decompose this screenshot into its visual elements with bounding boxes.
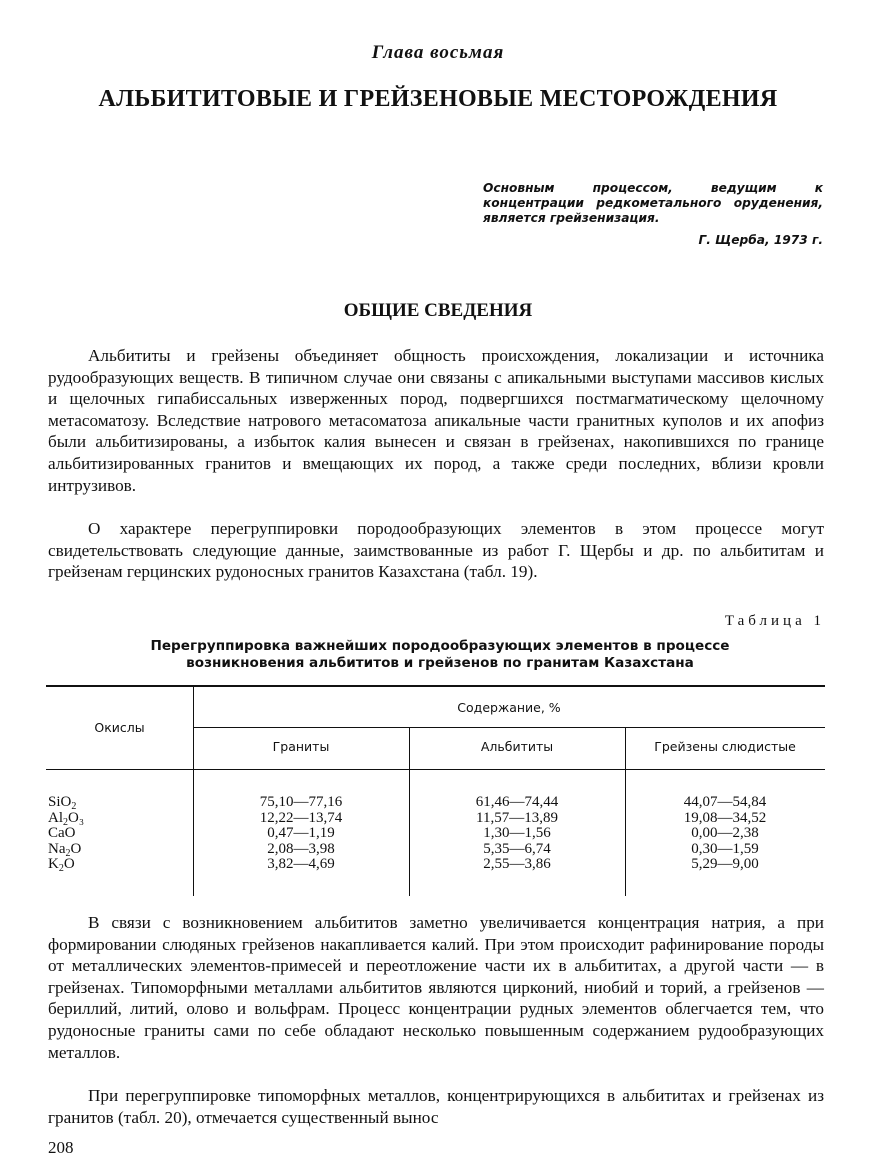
paragraph-1: Альбититы и грейзены объединяет общность происхождения, локализации и источника рудообразующих веществ. В типичном случае они связаны с апикальными выступами массивов кислых и щелочных гипабиссальных изверженных пород, подвергшихся постмагматическому щелочному метасоматозу. Вследствие натрового метасоматоза апикальные части гранитных куполов и их апофиз были альбитизированы, а избыток калия вынесен и связан в грейзенах, накопившихся по границе альбитизированных гранитов и вмещающих их пород, а также среди последних, вблизи кровли интрузивов.: [48, 346, 824, 495]
table-head-albitites: Альбититы: [480, 739, 554, 754]
oxide-formula: Na: [48, 840, 66, 857]
table-row-oxide: [48, 811, 188, 827]
table-cell-greisens: 44,07—54,84: [683, 794, 767, 810]
table-head-content: Содержание, %: [457, 700, 561, 715]
table-cell-granites: 75,10—77,16: [259, 794, 343, 810]
table-cell-albitites: 5,35—6,74: [483, 840, 551, 857]
table-top-rule: [46, 685, 825, 687]
paragraph-4: При перегруппировке типоморфных металлов, концентрирующихся в альбититах и грейзенах из гранитов (табл. 20), отмечается существенный вынос: [48, 1086, 824, 1127]
chapter-heading: Глава восьмая: [371, 42, 505, 63]
table-column-oxides: [48, 795, 188, 873]
oxide-formula: Al: [48, 809, 63, 826]
table-cell-albitites: 61,46—74,44: [475, 794, 559, 810]
oxide-formula-tail: O₃: [68, 809, 85, 826]
table-cell-granites: 12,22—13,74: [259, 809, 343, 826]
paragraph-3: В связи с возникновением альбититов заметно увеличивается концентрация натрия, а при формировании слюдяных грейзенов накапливается калий. При этом происходит рафинирование породы от металлических элементов-примесей и переотложение части их в альбититах, а другой части — в грейзенах. Типоморфными металлами альбититов являются цирконий, ниобий и торий, а грейзенов — бериллий, литий, олово и вольфрам. Процесс концентрации рудных элементов облегчается тем, что рудоносные граниты сами по себе обладают несколько повышенным содержанием рудообразующих металлов.: [48, 913, 824, 1062]
table-row-oxide: [48, 857, 188, 873]
table-cell-greisens: 5,29—9,00: [691, 856, 759, 873]
table-row-oxide: [48, 842, 188, 858]
table-caption-line-2: возникновения альбититов и грейзенов по гранитам Казахстана: [186, 655, 694, 671]
table-cell-granites: 3,82—4,69: [267, 856, 335, 873]
table-cell-albitites: 11,57—13,89: [476, 809, 558, 826]
table-caption-line-1: Перегруппировка важнейших породообразующих элементов в процессе: [150, 638, 730, 654]
table-head-granites: Граниты: [272, 739, 330, 754]
table-column-albitites: [409, 795, 625, 873]
table-caption: [60, 638, 820, 672]
oxide-subscript: 2: [58, 863, 64, 875]
table-row-oxide: [48, 826, 188, 842]
oxide-formula-tail: O: [63, 856, 75, 873]
table-head-greisens: Грейзены слюдистые: [654, 739, 796, 754]
table-header-bottom-rule: [46, 769, 825, 770]
page-number: 208: [48, 1138, 74, 1157]
chapter-title: АЛЬБИТИТОВЫЕ И ГРЕЙЗЕНОВЫЕ МЕСТОРОЖДЕНИЯ: [98, 86, 778, 112]
oxide-formula: K: [48, 856, 59, 873]
table-cell-greisens: 0,00—2,38: [691, 825, 759, 842]
oxide-formula: SiO: [48, 794, 72, 810]
table-head-oxides: Окислы: [94, 720, 145, 735]
table-cell-greisens: 0,30—1,59: [691, 840, 759, 857]
table-label: Таблица 1: [724, 613, 825, 629]
table-row-oxide: [48, 795, 188, 811]
table-cell-granites: 2,08—3,98: [267, 840, 335, 857]
paragraph-2: О характере перегруппировки породообразующих элементов в этом процессе могут свидетельствовать следующие данные, заимствованные из работ Г. Щербы и др. по альбититам и грейзенам герцинских рудоносных гранитов Казахстана (табл. 19).: [48, 519, 824, 582]
oxide-subscript: 2: [65, 847, 71, 859]
oxide-formula: CaO: [48, 825, 76, 842]
table-cell-albitites: 1,30—1,56: [483, 825, 551, 842]
oxide-subscript: 2: [71, 801, 77, 812]
table-column-greisens: [625, 795, 825, 873]
table-cell-granites: 0,47—1,19: [267, 825, 335, 842]
table-column-granites: [193, 795, 409, 873]
oxide-formula-tail: O: [70, 840, 82, 857]
table-cell-greisens: 19,08—34,52: [683, 809, 767, 826]
section-title: ОБЩИЕ СВЕДЕНИЯ: [343, 300, 533, 321]
table-cell-albitites: 2,55—3,86: [483, 856, 551, 873]
table-header-subrule: [193, 727, 825, 728]
epigraph-author: Г. Щерба, 1973 г.: [698, 233, 823, 247]
oxide-subscript: 2: [63, 816, 68, 828]
epigraph-text: Основным процессом, ведущим к концентрации редкометального оруденения, является грейзенизация.: [483, 181, 823, 225]
